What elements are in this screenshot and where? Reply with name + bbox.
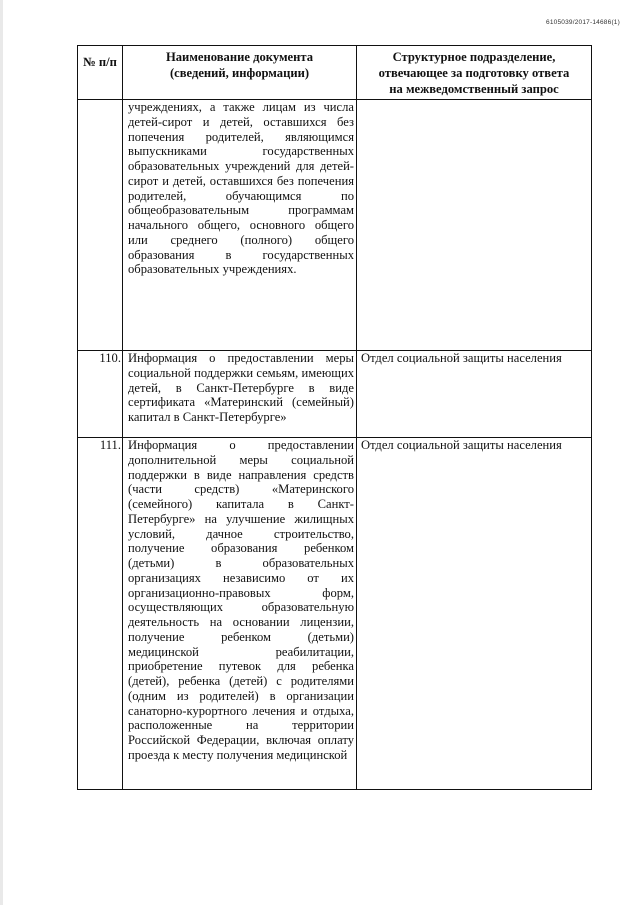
header-name-label: Наименование документа (сведений, информации) — [165, 50, 314, 80]
header-number — [78, 46, 123, 100]
table-header-row — [78, 46, 592, 100]
row-document-name: Информация о предоставлении дополнительной меры социальной поддержки в виде направления средств (части средств) «Материнского (семейного) капитала в Санкт-Петербурге» на улучшение жилищных условий, дачное строительство, получение образования ребенком (детьми) в образовательных организациях независимо от их организационно-правовых форм, осуществляющих образовательную деятельность на основании лицензии, получение ребенком (детьми) медицинской реабилитации, приобретение путевок для ребенка (детей), ребенка (детей) с родителями (одним из родителей) в организации санаторно-курортного лечения и отдыха, расположенные на территории Российской Федерации, включая оплату проезда к месту получения медицинской — [123, 438, 357, 790]
row-document-name: учреждениях, а также лицам из числа детей-сирот и детей, оставшихся без попечения родителей, являющимся выпускниками государственных образовательных учреждений для детей-сирот и детей, оставшихся без попечения родителей, обучающимся по общеобразовательным программам начального общего, основного общего или среднего (полного) общего образования в государственных образовательных учреждениях. — [123, 100, 357, 351]
row-number — [78, 100, 123, 351]
document-table — [77, 45, 592, 790]
table-row — [78, 351, 592, 438]
row-number: 111. — [78, 438, 123, 790]
scan-margin — [0, 0, 3, 905]
row-department: Отдел социальной защиты населения — [357, 351, 592, 438]
row-department — [357, 100, 592, 351]
header-name — [123, 46, 357, 100]
header-department — [357, 46, 592, 100]
table-row — [78, 438, 592, 790]
header-number-label: № п/п — [83, 55, 117, 69]
row-document-name: Информация о предоставлении меры социальной поддержки семьям, имеющих детей, в Санкт-Петербурге в виде сертификата «Материнский (семейный) капитал в Санкт-Петербурге» — [123, 351, 357, 438]
table-row — [78, 100, 592, 351]
row-number: 110. — [78, 351, 123, 438]
row-department: Отдел социальной защиты населения — [357, 438, 592, 790]
document-id: 6105039/2017-14686(1) — [546, 19, 620, 26]
header-department-label: Структурное подразделение, отвечающее за подготовку ответа на межведомственный запрос — [378, 50, 570, 96]
